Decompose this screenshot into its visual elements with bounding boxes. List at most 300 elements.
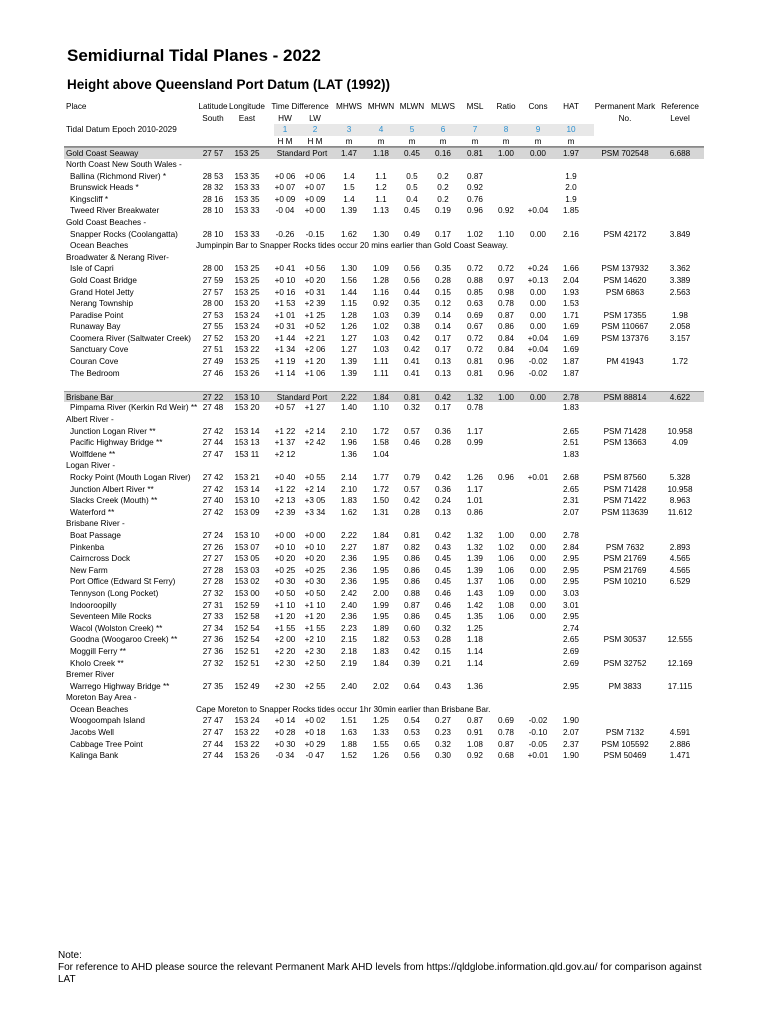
cell-ref: 3.362 xyxy=(669,264,691,274)
cell-cons: +0.04 xyxy=(527,333,549,343)
cell-mlwn: 0.53 xyxy=(404,635,420,645)
place-name: Cabbage Tree Point xyxy=(70,739,143,749)
cell-msl: 1.14 xyxy=(467,658,483,668)
cell-mlws: 0.2 xyxy=(437,194,449,204)
cell-hat: 2.65 xyxy=(563,484,579,494)
cell-hw: +0 31 xyxy=(274,322,296,332)
cell-mlwn: 0.41 xyxy=(404,368,420,378)
place-name: New Farm xyxy=(70,565,108,575)
cell-ref: 4.09 xyxy=(672,438,688,448)
cell-mlwn: 0.54 xyxy=(404,716,420,726)
cell-mlwn: 0.35 xyxy=(404,299,420,309)
cell-lat: 27 36 xyxy=(202,646,224,656)
cell-cons: 0.00 xyxy=(530,565,546,575)
cell-lon: 153 20 xyxy=(234,403,260,413)
table-row xyxy=(64,634,704,646)
cell-lon: 153 24 xyxy=(234,716,260,726)
cell-hw: +0 30 xyxy=(274,739,296,749)
cell-mhws: 1.63 xyxy=(341,728,357,738)
cell-hat: 1.90 xyxy=(563,751,579,761)
cell-cons: 0.00 xyxy=(530,229,546,239)
cell-mhws: 2.10 xyxy=(341,426,357,436)
cell-hat: 2.04 xyxy=(563,275,579,285)
cell-cons: 0.00 xyxy=(530,542,546,552)
header-ratio: Ratio xyxy=(496,102,516,111)
place-name: Coomera River (Saltwater Creek) xyxy=(70,333,192,343)
place-name: Pimpama River (Kerkin Rd Weir) ** xyxy=(70,403,198,413)
table-row xyxy=(64,588,704,600)
cell-lat: 28 10 xyxy=(202,229,224,239)
cell-mhwn: 1.95 xyxy=(373,565,389,575)
cell-cons: +0.24 xyxy=(527,264,549,274)
cell-hw: +0 06 xyxy=(274,171,296,181)
cell-mlwn: 0.4 xyxy=(406,194,418,204)
cell-lon: 153 33 xyxy=(234,229,260,239)
place-name: Gold Coast Beaches - xyxy=(66,217,147,227)
cell-hat: 1.90 xyxy=(563,716,579,726)
cell-ref: 6.529 xyxy=(669,577,691,587)
cell-pm: PSM 6863 xyxy=(605,287,645,297)
cell-lon: 152 51 xyxy=(234,658,260,668)
place-name: Port Office (Edward St Ferry) xyxy=(70,577,176,587)
cell-mlwn: 0.81 xyxy=(404,530,420,540)
cell-hw: +0 07 xyxy=(274,183,296,193)
cell-cons: 0.00 xyxy=(530,322,546,332)
cell-ratio: 0.92 xyxy=(498,206,514,216)
cell-hw: +0 14 xyxy=(274,716,296,726)
cell-msl: 1.37 xyxy=(467,577,483,587)
cell-lat: 27 28 xyxy=(202,577,224,587)
cell-lw: +0 10 xyxy=(304,542,326,552)
cell-lon: 153 33 xyxy=(234,183,260,193)
footnote xyxy=(58,950,718,986)
cell-hat: 2.51 xyxy=(563,438,579,448)
cell-hat: 2.84 xyxy=(563,542,579,552)
group-heading-row xyxy=(64,692,704,704)
cell-mlws: 0.46 xyxy=(435,588,451,598)
cell-ref: 3.849 xyxy=(669,229,691,239)
cell-mhwn: 1.03 xyxy=(373,310,389,320)
cell-hw: +0 10 xyxy=(274,275,296,285)
cell-ratio: 1.10 xyxy=(498,229,514,239)
cell-lw: +1 06 xyxy=(304,368,326,378)
cell-msl: 1.39 xyxy=(467,565,483,575)
cell-hw: +0 57 xyxy=(274,403,296,413)
cell-mlws: 0.46 xyxy=(435,600,451,610)
unit-mhwn: m xyxy=(377,136,385,146)
cell-lw: +1 20 xyxy=(304,357,326,367)
cell-ratio: 0.78 xyxy=(498,299,514,309)
cell-pm: PSM 17355 xyxy=(603,310,647,320)
cell-ref: 3.157 xyxy=(669,333,691,343)
cell-mhws: 2.36 xyxy=(341,565,357,575)
cell-hw: Standard Port xyxy=(276,392,328,402)
cell-hw: +2 39 xyxy=(274,507,296,517)
cell-ref: 4.565 xyxy=(669,554,691,564)
cell-mhws: 1.39 xyxy=(341,357,357,367)
cell-mlwn: 0.46 xyxy=(404,438,420,448)
cell-lon: 153 05 xyxy=(234,554,260,564)
cell-pm: PSM 42172 xyxy=(603,229,647,239)
cell-msl: 0.63 xyxy=(467,299,483,309)
cell-msl: 0.91 xyxy=(467,728,483,738)
group-heading-row xyxy=(64,252,704,264)
place-name: Couran Cove xyxy=(70,357,119,367)
cell-lat: 27 47 xyxy=(202,449,224,459)
page-title: Semidiurnal Tidal Planes - 2022 xyxy=(67,46,321,65)
group-heading-row xyxy=(64,460,704,472)
cell-mlwn: 0.81 xyxy=(404,392,420,402)
place-name: Indooroopilly xyxy=(70,600,117,610)
cell-hw: +1 55 xyxy=(274,623,296,633)
header-permanent-mark: Permanent Mark xyxy=(594,102,656,111)
cell-msl: 1.32 xyxy=(467,530,483,540)
place-name: North Coast New South Wales - xyxy=(66,159,182,169)
cell-lw: +0 18 xyxy=(304,728,326,738)
cell-ratio: 0.84 xyxy=(498,345,514,355)
cell-lw: +2 55 xyxy=(304,681,326,691)
cell-lon: 153 25 xyxy=(234,275,260,285)
table-row xyxy=(64,623,704,635)
col-number-4: 4 xyxy=(378,125,384,135)
cell-mhwn: 1.03 xyxy=(373,333,389,343)
place-name: Tweed River Breakwater xyxy=(70,206,160,216)
cell-lw: +0 20 xyxy=(304,554,326,564)
cell-hw: +0 41 xyxy=(274,264,296,274)
header-mlws: MLWS xyxy=(431,102,455,111)
cell-mlws: 0.13 xyxy=(435,368,451,378)
cell-hat: 1.53 xyxy=(563,299,579,309)
cell-msl: 0.86 xyxy=(467,507,483,517)
cell-lon: 153 14 xyxy=(234,426,260,436)
cell-mlws: 0.36 xyxy=(435,484,451,494)
cell-hat: 1.87 xyxy=(563,357,579,367)
cell-mlwn: 0.57 xyxy=(404,426,420,436)
cell-mlws: 0.45 xyxy=(435,565,451,575)
cell-msl: 0.81 xyxy=(467,149,483,159)
cell-ref: 3.389 xyxy=(669,275,691,285)
cell-lon: 153 33 xyxy=(234,206,260,216)
cell-mhwn: 2.02 xyxy=(373,681,389,691)
cell-ratio: 1.06 xyxy=(498,565,514,575)
table-row xyxy=(64,240,704,252)
cell-lon: 153 22 xyxy=(234,728,260,738)
header-mhwn: MHWN xyxy=(367,102,395,111)
cell-mlwn: 0.42 xyxy=(404,333,420,343)
cell-mlws: 0.28 xyxy=(435,275,451,285)
table-row xyxy=(64,205,704,217)
cell-mlws: 0.28 xyxy=(435,635,451,645)
cell-hw: +2 30 xyxy=(274,681,296,691)
place-name: Moggill Ferry ** xyxy=(70,646,126,656)
cell-mhwn: 1.1 xyxy=(375,194,387,204)
cell-lat: 27 55 xyxy=(202,322,224,332)
table-row xyxy=(64,194,704,206)
col-number-3: 3 xyxy=(346,125,352,135)
place-name: Ocean Beaches xyxy=(70,241,129,251)
cell-hw: +2 13 xyxy=(274,496,296,506)
cell-ref: 10.958 xyxy=(667,426,693,436)
cell-msl: 0.92 xyxy=(467,183,483,193)
cell-pm: PSM 13663 xyxy=(603,438,647,448)
cell-msl: 1.36 xyxy=(467,681,483,691)
header-cons: Cons xyxy=(528,102,548,111)
place-name: Seventeen Mile Rocks xyxy=(70,612,152,622)
place-name: Bremer River xyxy=(66,670,115,680)
cell-mhwn: 1.95 xyxy=(373,612,389,622)
col-number-9: 9 xyxy=(535,125,541,135)
cell-msl: 1.39 xyxy=(467,554,483,564)
cell-hw: +0 00 xyxy=(274,530,296,540)
cell-msl: 0.78 xyxy=(467,403,483,413)
cell-msl: 1.32 xyxy=(467,392,483,402)
cell-hw: +0 25 xyxy=(274,565,296,575)
table-row xyxy=(64,739,704,751)
cell-msl: 1.18 xyxy=(467,635,483,645)
place-name: Sanctuary Cove xyxy=(70,345,129,355)
cell-mlws: 0.35 xyxy=(435,264,451,274)
cell-lw: +2 14 xyxy=(304,484,326,494)
place-name: Snapper Rocks (Coolangatta) xyxy=(70,229,178,239)
cell-cons: +0.04 xyxy=(527,345,549,355)
cell-cons: -0.10 xyxy=(528,728,548,738)
col-number-8: 8 xyxy=(503,125,509,135)
table-row xyxy=(64,229,704,241)
cell-mlws: 0.28 xyxy=(435,438,451,448)
cell-mhws: 2.36 xyxy=(341,577,357,587)
header-mlwn: MLWN xyxy=(399,102,425,111)
cell-mlws: 0.36 xyxy=(435,426,451,436)
cell-hw: +1 44 xyxy=(274,333,296,343)
cell-ref: 1.72 xyxy=(672,357,688,367)
header-row-units xyxy=(64,136,704,148)
header-pm-no: No. xyxy=(618,113,632,123)
cell-mlws: 0.17 xyxy=(435,229,451,239)
cell-lw: +0 31 xyxy=(304,287,326,297)
cell-cons: 0.00 xyxy=(530,149,546,159)
cell-hat: 2.78 xyxy=(563,530,579,540)
cell-lon: 153 13 xyxy=(234,438,260,448)
cell-hw: +1 53 xyxy=(274,299,296,309)
cell-hw: +1 19 xyxy=(274,357,296,367)
cell-hat: 1.69 xyxy=(563,333,579,343)
cell-ratio: 1.09 xyxy=(498,588,514,598)
cell-lon: 152 59 xyxy=(234,600,260,610)
cell-lat: 28 53 xyxy=(202,171,224,181)
cell-cons: +0.13 xyxy=(527,275,549,285)
header-south: South xyxy=(202,113,224,123)
cell-lon: 153 10 xyxy=(234,392,260,402)
cell-mhws: 2.15 xyxy=(341,635,357,645)
cell-lw: +1 55 xyxy=(304,623,326,633)
cell-mlws: 0.32 xyxy=(435,623,451,633)
cell-ref: 6.688 xyxy=(669,149,691,159)
cell-mhws: 2.10 xyxy=(341,484,357,494)
cell-mhwn: 1.11 xyxy=(373,368,389,378)
table-row xyxy=(64,275,704,287)
cell-mhwn: 1.58 xyxy=(373,438,389,448)
row-note: Cape Moreton to Snapper Rocks tides occur 1hr 30min earlier than Brisbane Bar. xyxy=(196,704,491,714)
cell-hat: 2.68 xyxy=(563,473,579,482)
cell-cons: 0.00 xyxy=(530,600,546,610)
table-row xyxy=(64,600,704,612)
cell-hw: +0 50 xyxy=(274,588,296,598)
place-name: Ballina (Richmond River) * xyxy=(70,171,167,181)
cell-hw: +2 20 xyxy=(274,646,296,656)
cell-msl: 1.02 xyxy=(467,229,483,239)
cell-mhwn: 1.18 xyxy=(373,149,389,159)
cell-mlwn: 0.39 xyxy=(404,310,420,320)
cell-mhws: 2.14 xyxy=(341,473,357,482)
cell-hw: -0 04 xyxy=(275,206,295,216)
cell-mlwn: 0.49 xyxy=(404,229,420,239)
cell-pm: PSM 7132 xyxy=(605,728,645,738)
cell-lw: +0 06 xyxy=(304,171,326,181)
footnote-text: For reference to AHD please source the relevant Permanent Mark AHD levels from https://qldglobe.information.qld.gov.au/ for comparison against LAT xyxy=(58,962,702,985)
cell-msl: 0.72 xyxy=(467,264,483,274)
cell-mhws: 2.23 xyxy=(341,623,357,633)
cell-lat: 27 32 xyxy=(202,658,224,668)
cell-msl: 1.01 xyxy=(467,496,483,506)
place-name: Slacks Creek (Mouth) ** xyxy=(70,496,158,506)
cell-mhws: 2.19 xyxy=(341,658,357,668)
cell-mlws: 0.23 xyxy=(435,728,451,738)
cell-mlwn: 0.65 xyxy=(404,739,420,749)
col-number-2: 2 xyxy=(312,125,318,135)
table-row xyxy=(64,565,704,577)
cell-lon: 153 03 xyxy=(234,565,260,575)
cell-cons: 0.00 xyxy=(530,392,546,402)
cell-mhws: 1.27 xyxy=(341,333,357,343)
cell-lw: -0.15 xyxy=(305,229,325,239)
cell-mhwn: 1.84 xyxy=(373,392,389,402)
unit-msl: m xyxy=(471,136,479,146)
cell-lw: +0 20 xyxy=(304,275,326,285)
cell-ref: 5.328 xyxy=(669,473,691,482)
cell-lon: 153 10 xyxy=(234,530,260,540)
header-hat: HAT xyxy=(563,102,579,111)
cell-mhwn: 1.95 xyxy=(373,577,389,587)
header-east: East xyxy=(238,113,256,123)
cell-mhws: 1.4 xyxy=(343,171,355,181)
table-row xyxy=(64,344,704,356)
cell-mhws: 1.15 xyxy=(341,299,357,309)
standard-port-row xyxy=(64,147,704,159)
unit-ratio: m xyxy=(502,136,510,146)
cell-mhwn: 0.92 xyxy=(373,299,389,309)
cell-mhws: 1.28 xyxy=(341,310,357,320)
cell-mhwn: 1.83 xyxy=(373,646,389,656)
cell-mhwn: 1.55 xyxy=(373,739,389,749)
place-name: Pinkenba xyxy=(70,542,105,552)
cell-hat: 2.95 xyxy=(563,577,579,587)
cell-lat: 27 24 xyxy=(202,530,224,540)
footnote-heading: Note: xyxy=(58,950,82,961)
place-name: Kingscliff * xyxy=(70,194,109,204)
cell-msl: 1.26 xyxy=(467,473,483,482)
cell-msl: 0.87 xyxy=(467,171,483,181)
place-name: Junction Logan River ** xyxy=(70,426,156,436)
place-name: Nerang Township xyxy=(70,299,134,309)
cell-hw: +1 20 xyxy=(274,612,296,622)
table-row xyxy=(64,576,704,588)
table-row xyxy=(64,704,704,716)
cell-cons: 0.00 xyxy=(530,554,546,564)
cell-pm: PSM 10210 xyxy=(603,577,647,587)
cell-lat: 27 57 xyxy=(202,149,224,159)
cell-lw: +1 10 xyxy=(304,600,326,610)
cell-lw: +2 21 xyxy=(304,333,326,343)
cell-mlwn: 0.42 xyxy=(404,496,420,506)
cell-mlws: 0.24 xyxy=(435,496,451,506)
cell-lat: 27 57 xyxy=(202,287,224,297)
cell-cons: 0.00 xyxy=(530,588,546,598)
cell-lw: +2 06 xyxy=(304,345,326,355)
place-name: Goodna (Woogaroo Creek) ** xyxy=(70,635,178,645)
cell-pm: PSM 21769 xyxy=(603,565,647,575)
cell-ratio: 1.08 xyxy=(498,600,514,610)
cell-hw: +1 37 xyxy=(274,438,296,448)
cell-ratio: 0.96 xyxy=(498,368,514,378)
place-name: Pacific Highway Bridge ** xyxy=(70,438,163,448)
cell-mhws: 1.52 xyxy=(341,751,357,761)
cell-hw: -0 34 xyxy=(275,751,295,761)
cell-lw: +2 50 xyxy=(304,658,326,668)
cell-lw: +0 00 xyxy=(304,206,326,216)
cell-mhwn: 1.33 xyxy=(373,728,389,738)
cell-hat: 3.03 xyxy=(563,588,579,598)
cell-hw: +1 22 xyxy=(274,426,296,436)
cell-mlwn: 0.87 xyxy=(404,600,420,610)
cell-mlws: 0.43 xyxy=(435,542,451,552)
cell-ratio: 0.72 xyxy=(498,264,514,274)
cell-lw: +1 20 xyxy=(304,612,326,622)
cell-lon: 153 25 xyxy=(234,357,260,367)
cell-mhwn: 1.26 xyxy=(373,751,389,761)
cell-mhwn: 1.31 xyxy=(373,507,389,517)
cell-hw: +0 10 xyxy=(274,542,296,552)
cell-ref: 17.115 xyxy=(667,681,693,691)
place-name: Tennyson (Long Pocket) xyxy=(70,588,159,598)
cell-mhwn: 1.09 xyxy=(373,264,389,274)
cell-ref: 10.958 xyxy=(667,484,693,494)
place-name: Kalinga Bank xyxy=(70,751,119,761)
cell-lw: +2 10 xyxy=(304,635,326,645)
cell-lat: 27 51 xyxy=(202,345,224,355)
cell-mlwn: 0.60 xyxy=(404,623,420,633)
cell-lon: 153 10 xyxy=(234,496,260,506)
cell-lat: 27 35 xyxy=(202,681,224,691)
unit-lw: H M xyxy=(307,136,323,146)
cell-ratio: 1.00 xyxy=(498,149,514,159)
place-name: Gold Coast Seaway xyxy=(66,149,139,159)
cell-hw: +1 14 xyxy=(274,368,296,378)
table-row xyxy=(64,495,704,507)
place-name: Woogoompah Island xyxy=(70,716,145,726)
place-name: Ocean Beaches xyxy=(70,704,129,714)
cell-ref: 2.886 xyxy=(669,739,691,749)
cell-msl: 1.42 xyxy=(467,600,483,610)
cell-mhws: 2.22 xyxy=(341,530,357,540)
cell-hw: +0 09 xyxy=(274,194,296,204)
table-row xyxy=(64,368,704,380)
cell-lat: 27 28 xyxy=(202,565,224,575)
cell-pm: PSM 87560 xyxy=(603,473,647,482)
cell-ratio: 0.84 xyxy=(498,333,514,343)
table-row xyxy=(64,321,704,333)
cell-lw: +0 52 xyxy=(304,322,326,332)
cell-ref: 4.622 xyxy=(669,392,691,402)
